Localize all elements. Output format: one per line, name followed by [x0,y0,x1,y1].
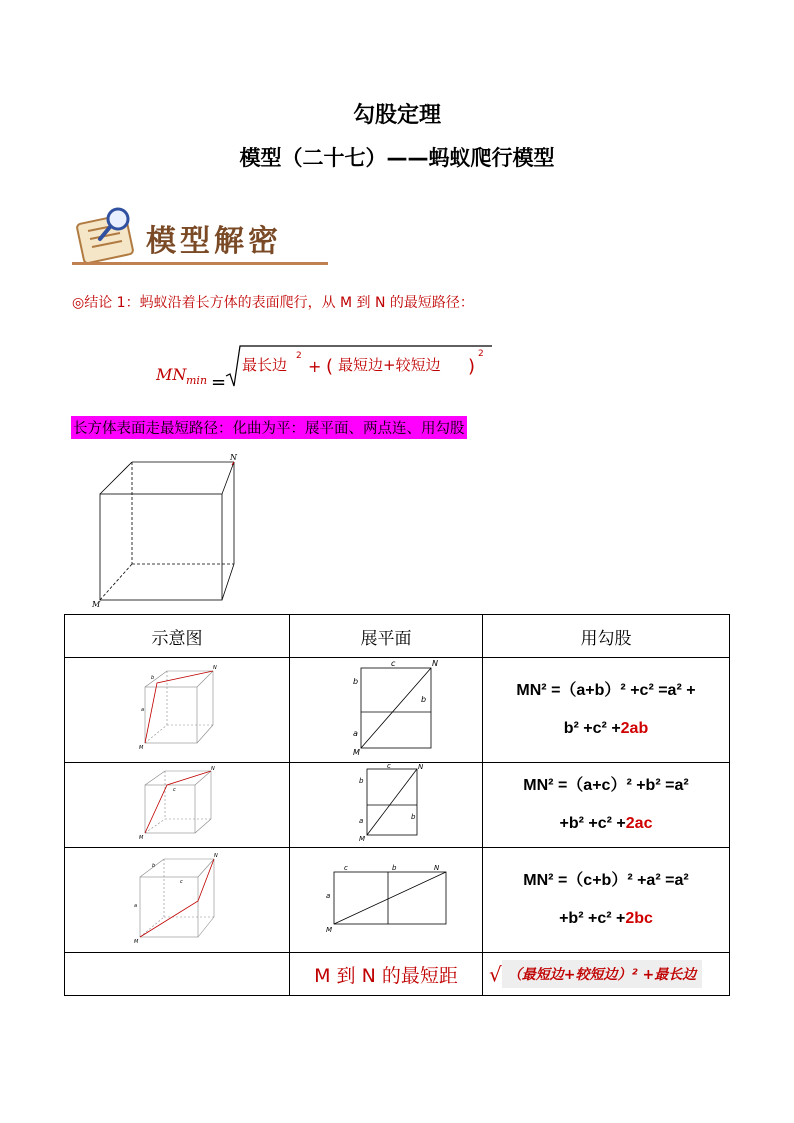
formula-cell [483,763,730,848]
net-diagram [331,763,441,843]
svg-text:c: c [344,864,348,872]
svg-text:N: N [214,853,218,859]
formula-exp1: 2 [296,351,302,361]
formula-lhs-sub: min [186,374,208,387]
formula-red-term: 2bc [625,910,653,927]
net-cell [290,658,483,763]
svg-text:M: M [139,745,144,751]
table-row [65,763,730,848]
svg-text:b: b [151,675,155,681]
header-net: 展平面 [290,615,483,658]
formula-line2: b² +c² + [563,720,621,737]
model-table [64,614,730,996]
cube-label-n: N [230,453,237,462]
formula-line1: MN² =（a+c）² +b² =a² [523,777,689,794]
svg-text:c: c [173,787,176,793]
formula-line2: +b² +c² + [559,910,626,927]
svg-text:a: a [353,729,358,738]
small-cube-diagram [122,851,232,945]
formula-term2: 最短边+较短边 [338,356,441,374]
svg-text:M: M [359,835,366,843]
formula-red-term: 2ab [620,720,649,737]
formula-red-term: 2ac [625,815,653,832]
diagram-cell [65,763,290,848]
svg-text:c: c [180,879,183,885]
svg-text:c: c [387,763,391,770]
table-row [65,848,730,953]
diagram-cell [65,848,290,953]
formula-eq: = [211,372,227,390]
header-pythag: 用勾股 [483,615,730,658]
banner-underline [72,262,328,265]
svg-text:b: b [359,777,364,785]
formula-term1: 最长边 [242,356,288,374]
header-diagram: 示意图 [65,615,290,658]
svg-text:M: M [326,926,333,934]
svg-text:N: N [211,766,215,772]
table-header-row [65,615,730,658]
table-row [65,953,730,996]
empty-cell [65,953,290,996]
svg-text:a: a [326,892,331,900]
svg-text:M: M [353,748,360,756]
formula-line1: MN² =（a+b）² +c² =a² + [516,682,696,699]
net-cell [290,763,483,848]
cube-diagram [88,452,248,612]
net-diagram [331,660,441,756]
formula-line2: +b² +c² + [559,815,626,832]
formula-line1: MN² =（c+b）² +a² =a² [523,872,689,889]
banner-title: 模型解密 [146,224,282,259]
diagram-cell [65,658,290,763]
svg-text:N: N [434,864,440,872]
svg-text:b: b [411,813,416,821]
net-cell [290,848,483,953]
highlight-note: 长方体表面走最短路径：化曲为平：展平面、两点连、用勾股 [71,416,467,439]
svg-text:(: ( [326,356,334,377]
formula-plus: + [308,357,322,376]
svg-text:N: N [418,763,424,771]
formula-cell [483,848,730,953]
svg-text:b: b [421,695,427,704]
net-diagram [316,858,456,938]
svg-text:): ) [468,356,476,377]
conclusion-text: ◎结论 1：蚂蚁沿着长方体的表面爬行，从 M 到 N 的最短路径： [72,295,474,311]
small-cube-diagram [127,663,227,753]
svg-text:a: a [359,817,364,825]
table-row [65,658,730,763]
formula-exp2: 2 [478,349,484,359]
svg-text:M: M [134,939,139,945]
svg-text:b: b [353,677,359,686]
svg-text:N: N [432,660,438,668]
svg-text:c: c [391,660,396,668]
svg-text:b: b [392,864,397,872]
shortest-distance-formula: √ （最短边+较短边）² +最长边 [483,953,730,996]
formula-cell [483,658,730,763]
svg-text:a: a [134,903,138,909]
svg-text:M: M [139,835,144,841]
cube-label-m: M [92,600,101,609]
page-subtitle: 模型（二十七）——蚂蚁爬行模型 [239,146,555,170]
small-cube-diagram [127,765,227,841]
svg-text:N: N [213,665,217,671]
shortest-distance-label: M 到 N 的最短距 [290,953,483,996]
main-formula [156,340,496,390]
page-title: 勾股定理 [352,103,441,128]
svg-text:b: b [152,863,156,869]
svg-text:a: a [141,707,145,713]
formula-lhs: MN [156,365,187,384]
